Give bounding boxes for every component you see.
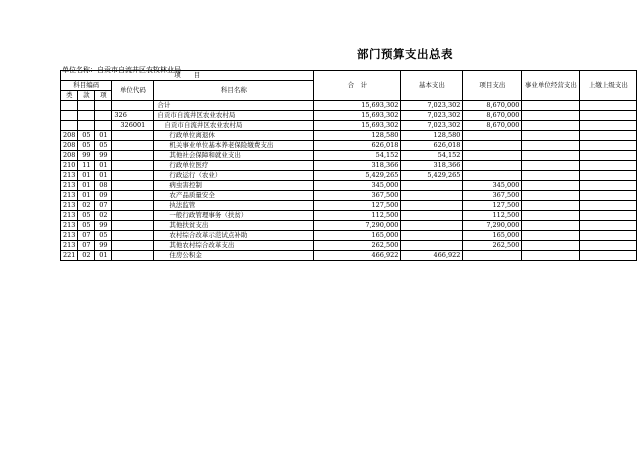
cell-basic: 626,018 (401, 141, 463, 151)
cell-lei: 213 (61, 191, 78, 201)
cell-lei: 221 (61, 251, 78, 261)
cell-upper (580, 221, 637, 231)
cell-business (522, 211, 580, 221)
cell-xiang: 01 (95, 161, 112, 171)
header-subject-code: 科目编码 (61, 81, 112, 91)
cell-upper (580, 101, 637, 111)
cell-lei: 208 (61, 131, 78, 141)
cell-total: 5,429,265 (314, 171, 401, 181)
cell-project: 112,500 (463, 211, 522, 221)
cell-business (522, 101, 580, 111)
cell-unit-code: 326001 (112, 121, 154, 131)
cell-lei: 210 (61, 161, 78, 171)
cell-basic: 128,580 (401, 131, 463, 141)
cell-business (522, 221, 580, 231)
cell-basic (401, 231, 463, 241)
cell-subject-name: 农产品质量安全 (154, 191, 314, 201)
cell-upper (580, 211, 637, 221)
cell-upper (580, 231, 637, 241)
table-row (61, 121, 637, 131)
cell-business (522, 111, 580, 121)
cell-project: 8,670,000 (463, 111, 522, 121)
cell-project: 367,500 (463, 191, 522, 201)
header-upper: 上缴上级支出 (580, 71, 637, 101)
cell-lei: 213 (61, 181, 78, 191)
cell-project: 345,000 (463, 181, 522, 191)
cell-business (522, 151, 580, 161)
cell-basic (401, 181, 463, 191)
cell-business (522, 201, 580, 211)
cell-upper (580, 131, 637, 141)
cell-kuan: 05 (78, 141, 95, 151)
cell-upper (580, 241, 637, 251)
cell-subject-name: 病虫害控制 (154, 181, 314, 191)
cell-upper (580, 121, 637, 131)
cell-business (522, 241, 580, 251)
cell-xiang: 99 (95, 151, 112, 161)
table-row (61, 171, 637, 181)
cell-basic: 7,023,302 (401, 101, 463, 111)
cell-xiang: 08 (95, 181, 112, 191)
cell-kuan: 01 (78, 191, 95, 201)
cell-total: 367,500 (314, 191, 401, 201)
cell-lei: 213 (61, 211, 78, 221)
cell-basic (401, 191, 463, 201)
page-title: 部门预算支出总表 (357, 47, 453, 61)
cell-total: 466,922 (314, 251, 401, 261)
cell-upper (580, 181, 637, 191)
cell-xiang (95, 111, 112, 121)
cell-total: 54,152 (314, 151, 401, 161)
cell-upper (580, 191, 637, 201)
cell-lei: 213 (61, 201, 78, 211)
cell-unit-code (112, 231, 154, 241)
cell-kuan: 05 (78, 221, 95, 231)
cell-basic (401, 201, 463, 211)
cell-kuan: 01 (78, 181, 95, 191)
cell-subject-name: 其他扶贫支出 (154, 221, 314, 231)
cell-kuan (78, 121, 95, 131)
table-row (61, 191, 637, 201)
cell-lei (61, 101, 78, 111)
cell-subject-name: 行政运行（农业） (154, 171, 314, 181)
cell-kuan (78, 111, 95, 121)
cell-subject-name: 其他农村综合改革支出 (154, 241, 314, 251)
cell-subject-name: 住房公积金 (154, 251, 314, 261)
cell-unit-code (112, 141, 154, 151)
cell-xiang: 01 (95, 171, 112, 181)
cell-business (522, 251, 580, 261)
cell-business (522, 231, 580, 241)
cell-kuan (78, 101, 95, 111)
cell-basic (401, 221, 463, 231)
header-total: 合 计 (314, 71, 401, 101)
cell-lei: 208 (61, 141, 78, 151)
cell-total: 128,580 (314, 131, 401, 141)
cell-unit-code (112, 101, 154, 111)
cell-project (463, 171, 522, 181)
budget-table (60, 70, 637, 261)
cell-upper (580, 161, 637, 171)
cell-subject-name: 行政单位离退休 (154, 131, 314, 141)
cell-kuan: 05 (78, 211, 95, 221)
cell-kuan: 07 (78, 241, 95, 251)
cell-business (522, 171, 580, 181)
cell-unit-code: 326 (112, 111, 154, 121)
cell-basic (401, 211, 463, 221)
cell-kuan: 99 (78, 151, 95, 161)
cell-unit-code (112, 251, 154, 261)
cell-unit-code (112, 181, 154, 191)
cell-project: 127,500 (463, 201, 522, 211)
cell-project: 8,670,000 (463, 121, 522, 131)
cell-total: 318,366 (314, 161, 401, 171)
cell-business (522, 121, 580, 131)
cell-unit-code (112, 131, 154, 141)
header-project-expense: 项目支出 (463, 71, 522, 101)
table-row (61, 221, 637, 231)
cell-basic: 7,023,302 (401, 111, 463, 121)
cell-kuan: 05 (78, 131, 95, 141)
cell-xiang (95, 121, 112, 131)
cell-lei: 213 (61, 171, 78, 181)
cell-unit-code (112, 161, 154, 171)
cell-basic (401, 241, 463, 251)
cell-basic: 54,152 (401, 151, 463, 161)
cell-total: 112,500 (314, 211, 401, 221)
cell-unit-code (112, 201, 154, 211)
cell-subject-name: 自贡市自流井区农业农村局 (154, 111, 314, 121)
cell-unit-code (112, 171, 154, 181)
cell-total: 165,000 (314, 231, 401, 241)
cell-xiang: 09 (95, 191, 112, 201)
cell-total: 345,000 (314, 181, 401, 191)
cell-basic: 466,922 (401, 251, 463, 261)
cell-business (522, 191, 580, 201)
cell-xiang: 99 (95, 221, 112, 231)
cell-lei: 213 (61, 231, 78, 241)
cell-total: 15,693,302 (314, 111, 401, 121)
cell-project: 8,670,000 (463, 101, 522, 111)
cell-project (463, 131, 522, 141)
cell-basic: 318,366 (401, 161, 463, 171)
cell-total: 7,290,000 (314, 221, 401, 231)
table-row (61, 111, 637, 121)
table-row (61, 211, 637, 221)
cell-subject-name: 执法监管 (154, 201, 314, 211)
cell-business (522, 131, 580, 141)
cell-xiang: 01 (95, 131, 112, 141)
cell-subject-name: 一般行政管理事务（扶贫） (154, 211, 314, 221)
table-row (61, 101, 637, 111)
cell-xiang: 07 (95, 201, 112, 211)
cell-business (522, 181, 580, 191)
cell-total: 262,500 (314, 241, 401, 251)
cell-upper (580, 171, 637, 181)
cell-project (463, 151, 522, 161)
table-row (61, 241, 637, 251)
cell-total: 626,018 (314, 141, 401, 151)
header-unit-code: 单位代码 (112, 81, 154, 101)
cell-subject-name: 行政单位医疗 (154, 161, 314, 171)
cell-project: 165,000 (463, 231, 522, 241)
cell-lei: 208 (61, 151, 78, 161)
cell-total: 15,693,302 (314, 121, 401, 131)
cell-unit-code (112, 151, 154, 161)
header-project: 项 目 (61, 71, 314, 81)
table-row (61, 251, 637, 261)
cell-project (463, 251, 522, 261)
cell-unit-code (112, 191, 154, 201)
cell-subject-name: 农村综合改革示范试点补助 (154, 231, 314, 241)
cell-lei (61, 111, 78, 121)
cell-upper (580, 201, 637, 211)
cell-project: 7,290,000 (463, 221, 522, 231)
cell-xiang: 01 (95, 251, 112, 261)
cell-total: 15,693,302 (314, 101, 401, 111)
header-business: 事业单位经营支出 (522, 71, 580, 101)
header-basic: 基本支出 (401, 71, 463, 101)
cell-kuan: 01 (78, 171, 95, 181)
cell-upper (580, 141, 637, 151)
header-lei: 类 (61, 91, 78, 101)
header-subject-name: 科目名称 (154, 81, 314, 101)
cell-upper (580, 251, 637, 261)
cell-kuan: 11 (78, 161, 95, 171)
cell-project (463, 141, 522, 151)
cell-lei: 213 (61, 221, 78, 231)
cell-kuan: 07 (78, 231, 95, 241)
cell-business (522, 161, 580, 171)
cell-xiang: 05 (95, 141, 112, 151)
cell-project: 262,500 (463, 241, 522, 251)
cell-subject-name: 合计 (154, 101, 314, 111)
table-row (61, 131, 637, 141)
cell-total: 127,500 (314, 201, 401, 211)
cell-lei (61, 121, 78, 131)
cell-unit-code (112, 211, 154, 221)
header-kuan: 款 (78, 91, 95, 101)
header-xiang: 项 (95, 91, 112, 101)
cell-unit-code (112, 241, 154, 251)
cell-subject-name: 其他社会保障和就业支出 (154, 151, 314, 161)
table-row (61, 141, 637, 151)
cell-subject-name: 机关事业单位基本养老保险缴费支出 (154, 141, 314, 151)
cell-xiang: 05 (95, 231, 112, 241)
cell-project (463, 161, 522, 171)
table-row (61, 201, 637, 211)
cell-lei: 213 (61, 241, 78, 251)
table-row (61, 161, 637, 171)
cell-kuan: 02 (78, 251, 95, 261)
table-row (61, 151, 637, 161)
cell-xiang: 02 (95, 211, 112, 221)
cell-kuan: 02 (78, 201, 95, 211)
cell-upper (580, 111, 637, 121)
cell-subject-name: 自贡市自流井区农业农村局 (154, 121, 314, 131)
cell-xiang (95, 101, 112, 111)
cell-basic: 7,023,302 (401, 121, 463, 131)
cell-xiang: 99 (95, 241, 112, 251)
table-row (61, 231, 637, 241)
cell-business (522, 141, 580, 151)
table-row (61, 181, 637, 191)
unit-name-label: 单位名称：自贡市自流井区农牧林业局 (62, 66, 181, 74)
cell-upper (580, 151, 637, 161)
cell-basic: 5,429,265 (401, 171, 463, 181)
cell-unit-code (112, 221, 154, 231)
